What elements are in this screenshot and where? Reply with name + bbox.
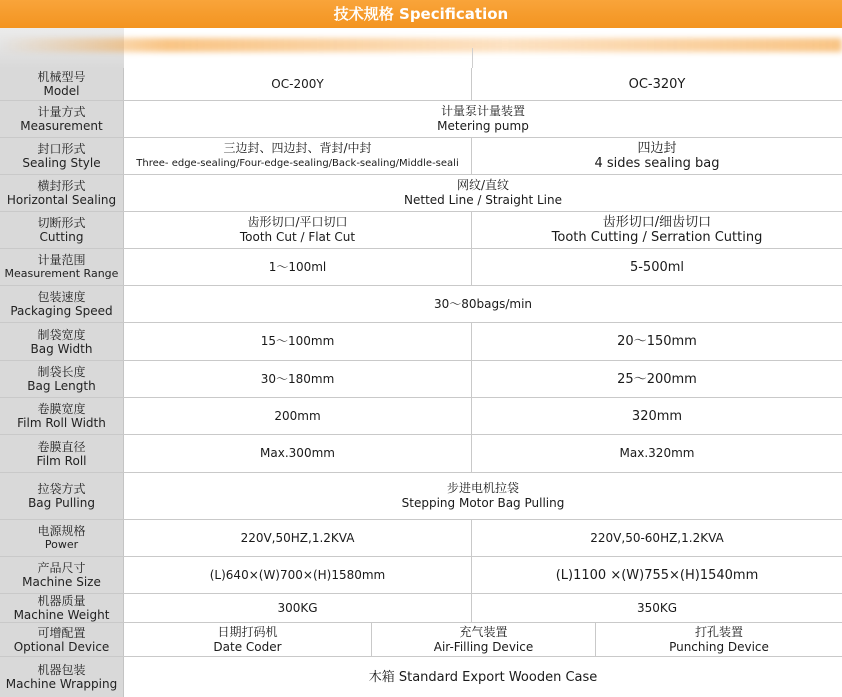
label-en: Packaging Speed xyxy=(10,304,113,318)
option-date-coder xyxy=(124,623,372,656)
label-en: Measurement xyxy=(20,119,103,133)
label-cn: 卷膜直径 xyxy=(37,439,86,454)
orange-brush-stroke xyxy=(0,38,842,52)
value-cn: 打孔装置 xyxy=(694,624,743,639)
value-en: Tooth Cutting / Serration Cutting xyxy=(551,230,763,245)
label-en: Machine Weight xyxy=(13,608,110,622)
label-cn: 包装速度 xyxy=(37,290,86,304)
value-shared: 30～80bags/min xyxy=(433,296,533,311)
label-en: Bag Length xyxy=(27,379,96,393)
value-en: Stepping Motor Bag Pulling xyxy=(401,496,565,510)
value-en: Punching Device xyxy=(669,639,769,654)
value-shared xyxy=(124,473,842,519)
value-200y: 220V,50HZ,1.2KVA xyxy=(124,520,472,556)
value-en: Netted Line / Straight Line xyxy=(404,193,562,207)
value-200y: OC-200Y xyxy=(124,68,472,100)
row-machine-wrapping xyxy=(0,657,842,697)
row-measurement-range xyxy=(0,249,842,286)
value-cn: 日期打码机 xyxy=(217,624,278,639)
row-label xyxy=(0,68,124,100)
value-200y: 200mm xyxy=(124,398,472,434)
label-en: Cutting xyxy=(39,230,84,244)
row-packaging-speed xyxy=(0,286,842,323)
label-cn: 机器包装 xyxy=(37,663,86,677)
value-320y: 20～150mm xyxy=(617,334,697,349)
row-label xyxy=(0,657,124,697)
value-200y: 15～100mm xyxy=(124,323,472,360)
column-divider xyxy=(472,48,473,68)
label-cn: 制袋宽度 xyxy=(37,327,86,342)
value-en: Metering pump xyxy=(437,119,529,133)
value-320y: 350KG xyxy=(636,600,678,615)
row-horizontal-sealing xyxy=(0,175,842,212)
value-shared: 木箱 Standard Export Wooden Case xyxy=(368,669,598,685)
option-punching xyxy=(596,623,842,656)
value-200y: 300KG xyxy=(124,594,472,622)
label-en: Power xyxy=(44,538,79,551)
label-cn: 拉袋方式 xyxy=(37,482,86,496)
value-cn: 齿形切口/平口切口 xyxy=(247,215,348,229)
value-shared xyxy=(124,175,842,211)
value-320y: 5-500ml xyxy=(629,259,685,275)
label-cn: 制袋长度 xyxy=(37,365,86,379)
row-label xyxy=(0,473,124,519)
row-bag-width xyxy=(0,323,842,361)
row-sealing-style xyxy=(0,138,842,175)
value-cn: 计量泵计量装置 xyxy=(440,104,525,118)
label-cn: 横封形式 xyxy=(37,179,86,193)
row-label xyxy=(0,101,124,137)
value-320y: 320mm xyxy=(631,408,683,424)
value-200y xyxy=(124,212,472,248)
label-en: Film Roll Width xyxy=(17,416,106,430)
row-label xyxy=(0,623,124,656)
row-film-roll xyxy=(0,435,842,473)
row-label xyxy=(0,557,124,593)
row-machine-size xyxy=(0,557,842,594)
spec-banner: 技术规格 Specification xyxy=(0,0,842,28)
value-200y: 1～100ml xyxy=(124,249,472,285)
row-measurement xyxy=(0,101,842,138)
value-200y: Max.300mm xyxy=(124,435,472,472)
value-cn: 三边封、四边封、背封/中封 xyxy=(223,141,372,155)
value-200y xyxy=(124,138,472,174)
value-cn: 充气装置 xyxy=(459,624,508,639)
label-cn: 机械型号 xyxy=(37,70,86,84)
value-cn: 四边封 xyxy=(637,141,677,156)
row-label xyxy=(0,175,124,211)
value-320y: OC-320Y xyxy=(628,76,686,92)
row-model xyxy=(0,68,842,101)
label-cn: 电源规格 xyxy=(37,524,86,538)
label-en: Optional Device xyxy=(13,639,110,654)
label-cn: 卷膜宽度 xyxy=(37,402,86,416)
label-cn: 计量范围 xyxy=(37,253,86,267)
row-label xyxy=(0,361,124,397)
row-bag-pulling xyxy=(0,473,842,520)
value-cn: 步进电机拉袋 xyxy=(446,481,519,495)
label-en: Machine Wrapping xyxy=(5,677,118,691)
row-label xyxy=(0,594,124,622)
value-200y: (L)640×(W)700×(H)1580mm xyxy=(124,557,472,593)
value-en: Date Coder xyxy=(213,639,282,654)
label-en: Bag Pulling xyxy=(28,496,95,510)
row-label xyxy=(0,249,124,285)
value-cn: 网纹/直纹 xyxy=(456,178,510,192)
label-cn: 机器质量 xyxy=(37,594,86,608)
row-machine-weight xyxy=(0,594,842,623)
value-320y: (L)1100 ×(W)755×(H)1540mm xyxy=(555,567,759,583)
row-label xyxy=(0,398,124,434)
value-cn: 齿形切口/细齿切口 xyxy=(602,215,712,230)
value-320y: 25～200mm xyxy=(617,371,697,387)
value-en: 4 sides sealing bag xyxy=(594,156,720,171)
label-en: Model xyxy=(43,84,80,98)
row-bag-length xyxy=(0,361,842,398)
value-200y: 30～180mm xyxy=(124,361,472,397)
label-en: Film Roll xyxy=(36,453,87,468)
row-power xyxy=(0,520,842,557)
row-label xyxy=(0,212,124,248)
label-cn: 封口形式 xyxy=(37,142,86,156)
row-label xyxy=(0,286,124,322)
row-optional-device xyxy=(0,623,842,657)
label-en: Machine Size xyxy=(22,575,101,589)
label-cn: 产品尺寸 xyxy=(37,561,86,575)
row-label xyxy=(0,435,124,472)
value-320y xyxy=(472,212,842,248)
row-cutting xyxy=(0,212,842,249)
row-label xyxy=(0,138,124,174)
option-air-filling xyxy=(372,623,596,656)
label-en: Bag Width xyxy=(30,341,93,356)
value-en: Tooth Cut / Flat Cut xyxy=(239,230,356,244)
row-label xyxy=(0,323,124,360)
label-en: Sealing Style xyxy=(22,156,101,170)
value-320y xyxy=(472,138,842,174)
label-cn: 计量方式 xyxy=(37,105,86,119)
value-en: Air-Filling Device xyxy=(433,639,534,654)
label-cn: 可增配置 xyxy=(37,625,86,640)
row-label xyxy=(0,520,124,556)
row-film-roll-width xyxy=(0,398,842,435)
label-cn: 切断形式 xyxy=(37,216,86,230)
decorative-swoosh xyxy=(0,28,842,68)
value-shared xyxy=(124,101,842,137)
label-en: Measurement Range xyxy=(4,267,119,280)
value-320y: Max.320mm xyxy=(619,446,695,460)
value-320y: 220V,50-60HZ,1.2KVA xyxy=(590,530,724,545)
label-en: Horizontal Sealing xyxy=(6,193,117,207)
value-en: Three- edge-sealing/Four-edge-sealing/Back-sealing/Middle-seali xyxy=(136,158,459,169)
